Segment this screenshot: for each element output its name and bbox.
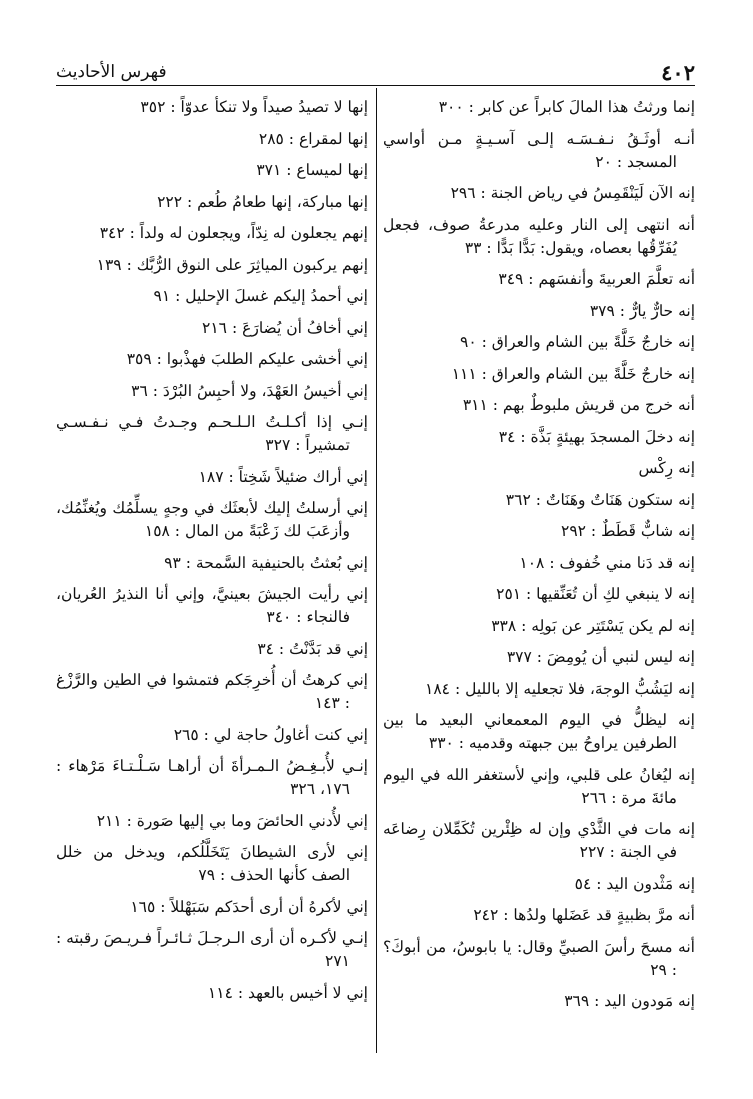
index-entry: إنهم يجعلون له نِدّاً، ويجعلون له ولداً : ٣٤٢ (99, 224, 368, 242)
index-entry: إنـي إذا أكـلـتُ الـلـحـم وجـدتُ فـي نـفـسـي تمشيراً : ٣٢٧ (56, 413, 368, 454)
index-entry: إنه خارجٌ خَلَّةً بين الشام والعراق : ٩٠ (460, 333, 695, 351)
index-entry: إني أحمدُ إليكم غسلَ الإحليل : ٩١ (153, 287, 368, 305)
index-entry: إنه حارٌّ يارٌّ : ٣٧٩ (589, 301, 695, 320)
index-entry: إني رأيت الجيشَ بعينيَّ، وإني أنا النذيرُ العُريان، فالنجاء : ٣٤٠ (56, 585, 368, 626)
index-entry: إنه لم يكن يَسْتَتِر عن بَولِه : ٣٣٨ (491, 616, 695, 635)
index-entry: إنه ليَشُبُّ الوجهَ، فلا تجعليه إلا بالليل : ١٨٤ (425, 679, 695, 698)
index-entry: إنها مباركة، إنها طعامُ طُعم : ٢٢٢ (157, 192, 368, 211)
index-entry: إنـي لأكـره أن أرى الـرجـلَ ثـائـراً فـريـصَ رقبته : ٢٧١ (56, 929, 368, 970)
index-entry: إنه رِكْس (638, 459, 695, 477)
index-entry: إني أخيسُ العَهْدَ، ولا أحبِسُ البُرْدَ : ٣٦ (131, 381, 368, 400)
index-entry: إنها لا تصيدُ صيداً ولا تنكأ عدوّاً : ٣٥٢ (140, 98, 368, 116)
index-entry: إنه ليظلُّ في اليوم المعمعاني البعيد ما بين الطرفين يراوحُ بين جبهته وقدميه : ٣٣٠ (383, 711, 695, 752)
index-entry: إنه شابٌّ قَطَطٌ : ٢٩٢ (561, 522, 695, 540)
index-entry: إنها لمقراع : ٢٨٥ (258, 129, 368, 148)
index-entry: إنها لميساع : ٣٧١ (256, 161, 368, 179)
index-entry: أنه مسحَ رأسَ الصبيِّ وقال: يا بابوسُ، من أبوكَ؟ : ٢٩ (383, 937, 695, 979)
index-entry: إنه ليس لنبي أن يُومِضَ : ٣٧٧ (506, 648, 695, 666)
index-entry: إنه لا ينبغي لكِ أن تُعَنِّقيها : ٢٥١ (496, 585, 695, 603)
index-entry: إنه ليُغانُ على قلبي، وإني لأستغفر الله في اليوم مائةَ مرة : ٢٦٦ (383, 765, 695, 807)
index-entry: أنه تعلَّمَ العربيةَ وأنفسَهم : ٣٤٩ (498, 270, 695, 288)
index-entry: أنـه أوثَـقُ نـفـسَـه إلـى آسـيـةٍ مـن أواسي المسجد : ٢٠ (383, 129, 695, 171)
index-entry: إني لأرى الشيطانَ يَتَخَلَّلُكم، ويدخل من خلل الصف كأنها الحذف : ٧٩ (56, 843, 368, 884)
index-entry: إنـي لأُبـغِـضُ الـمـرأةَ أن أراهـا سَـلْـتـاءَ مَرْهاء : ١٧٦، ٣٢٦ (56, 757, 368, 798)
index-entry: إني قد بَدَّنْتُ : ٣٤ (257, 639, 368, 658)
index-entry: إني بُعثتُ بالحنيفية السَّمحة : ٩٣ (164, 553, 368, 572)
header-rule (56, 85, 695, 86)
index-entry: إنه قد دَنا مني خُفوف : ١٠٨ (519, 553, 695, 572)
page-number: ٤٠٢ (661, 60, 695, 85)
index-entry: إنه دخلَ المسجدَ بهيئةٍ بَذَّة : ٣٤ (498, 427, 695, 446)
index-entry: إني أرسلتُ إليك لأبعثَك في وجهٍ يسلِّمُك ويُغنِّمُك، وأزعَبَ لك زَعْبَةً من المال : ١٥٨ (56, 499, 368, 540)
index-entry: إنه ستكون هَنَاتٌ وهَنَاتٌ : ٣٦٢ (505, 490, 695, 509)
index-entry: أنه خرج من قريش ملبوطٌ بهم : ٣١١ (462, 396, 695, 414)
index-entry: إنه خارجٌ خَلَّةً بين الشام والعراق : ١١١ (451, 364, 695, 383)
index-entry: إني لا أخيس بالعهد : ١١٤ (207, 983, 368, 1002)
index-entry: إنهم يركبون المياثِرَ على النوق الرُّبَّك : ١٣٩ (96, 255, 368, 274)
index-entry: إنه مات في الثَّدْي وإن له ظِئْرين تُكَمِّلان رِضاعَه في الجنة : ٢٢٧ (383, 820, 695, 861)
index-entry: إني أخشى عليكم الطلبَ فهذْبوا : ٣٥٩ (126, 350, 368, 368)
index-entry: إنه مَثْدون اليد : ٥٤ (574, 874, 695, 893)
index-entry: إني أخافُ أن يُضارَعَ : ٢١٦ (202, 318, 368, 337)
index-entry: إني أراك ضئيلاً شَخِتاً : ١٨٧ (198, 467, 368, 486)
index-entry: أنه انتهى إلى النار وعليه مدرعةُ صوف، فجعل يُفَرِّقُها بعصاه، ويقول: بَدًّا بَدًّا : ٣٣ (383, 215, 695, 257)
index-entry: أنه مرَّ بظبيةٍ قد عَضَلها ولدُها : ٢٤٢ (473, 906, 695, 924)
index-entry: إنه الآن لَيَنْقَمِسُ في رياض الجنة : ٢٩٦ (450, 184, 695, 202)
index-entry: إني كنت أغاولُ حاجة لي : ٢٦٥ (173, 725, 368, 744)
page-header (56, 58, 695, 88)
index-entry: إنما ورثتُ هذا المالَ كابراً عن كابر : ٣٠٠ (438, 98, 695, 116)
index-entry: إني لأُدني الحائضَ وما بي إليها صَورة : ٢١١ (96, 811, 368, 830)
index-entry: إني كرهتُ أن أُخرِجَكم فتمشوا في الطين والرَّزْغ : ١٤٣ (56, 671, 368, 712)
column-divider (376, 88, 377, 1053)
index-entry: إنه مَودون اليد : ٣٦٩ (564, 992, 695, 1010)
running-title: فهرس الأحاديث (56, 62, 167, 82)
left-column (56, 96, 368, 1013)
index-entry: إني لأكرهُ أن أرى أحدَكم سَبَهْللاً : ١٦٥ (130, 897, 368, 916)
right-column (383, 96, 695, 1022)
